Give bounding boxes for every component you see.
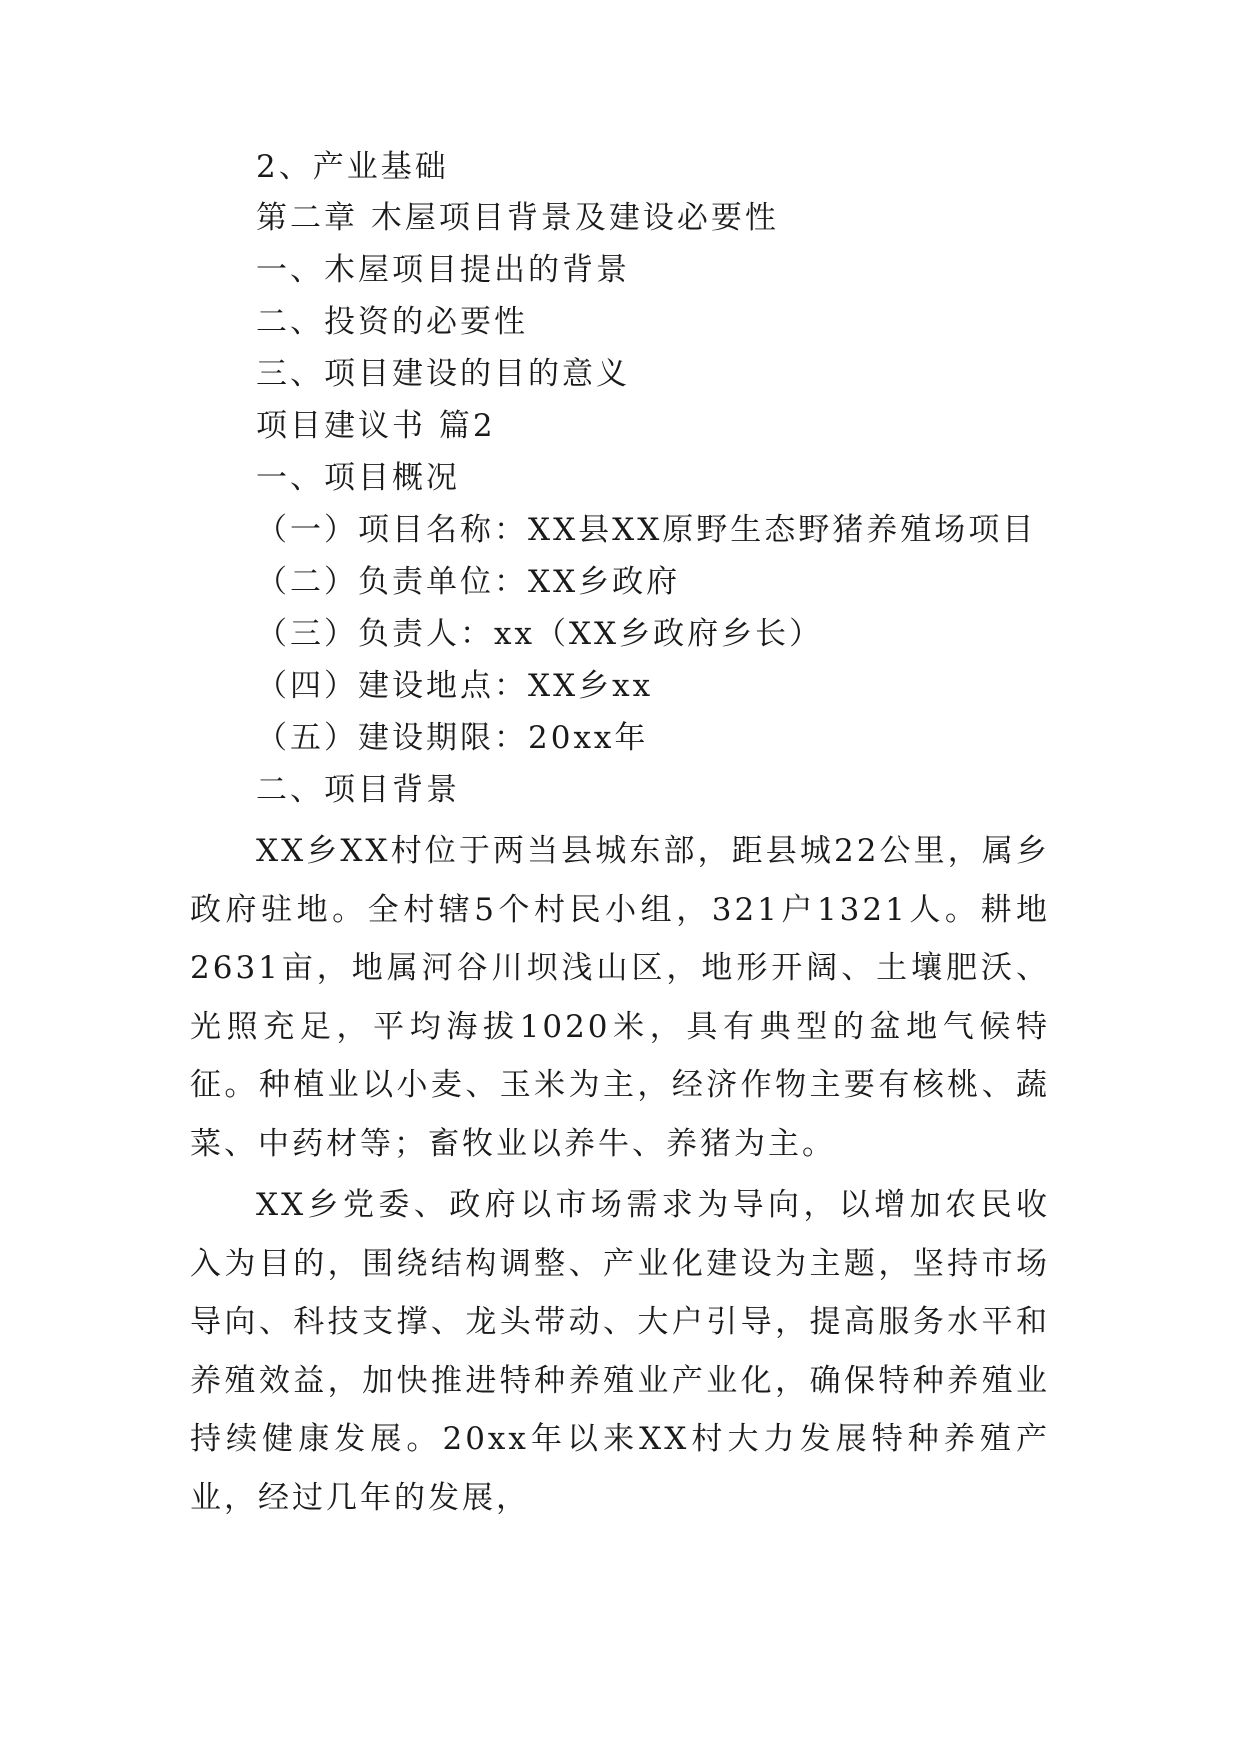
overview-item-unit: （二）负责单位：XX乡政府 <box>256 564 681 600</box>
document-title: 项目建议书 篇2 <box>256 408 496 444</box>
section-heading-industry-base: 2、产业基础 <box>256 149 449 185</box>
overview-item-name: （一）项目名称：XX县XX原野生态野猪养殖场项目 <box>256 512 1037 548</box>
overview-item-period: （五）建设期限：20xx年 <box>256 720 649 756</box>
section-heading-project-background: 二、项目背景 <box>256 772 460 808</box>
section-heading-overview: 一、项目概况 <box>256 460 460 496</box>
section-heading-necessity: 二、投资的必要性 <box>256 304 528 340</box>
chapter-heading: 第二章 木屋项目背景及建设必要性 <box>256 200 779 236</box>
section-heading-background: 一、木屋项目提出的背景 <box>256 252 630 288</box>
body-paragraph-village: XX乡XX村位于两当县城东部，距县城22公里，属乡政府驻地。全村辖5个村民小组，321户1321人。耕地2631亩，地属河谷川坝浅山区，地形开阔、土壤肥沃、光照充足，平均海拔1020米，具有典型的盆地气候特征。种植业以小麦、玉米为主，经济作物主要有核桃、蔬菜、中药材等；畜牧业以养牛、养猪为主。 <box>190 833 1050 1162</box>
section-heading-purpose: 三、项目建设的目的意义 <box>256 356 630 392</box>
overview-item-location: （四）建设地点：XX乡xx <box>256 668 654 704</box>
overview-item-person: （三）负责人：xx（XX乡政府乡长） <box>256 616 824 652</box>
body-paragraph-policy: XX乡党委、政府以市场需求为导向，以增加农民收入为目的，围绕结构调整、产业化建设为主题，坚持市场导向、科技支撑、龙头带动、大户引导，提高服务水平和养殖效益，加快推进特种养殖业产业化，确保特种养殖业持续健康发展。20xx年以来XX村大力发展特种养殖产业，经过几年的发展， <box>190 1187 1050 1516</box>
